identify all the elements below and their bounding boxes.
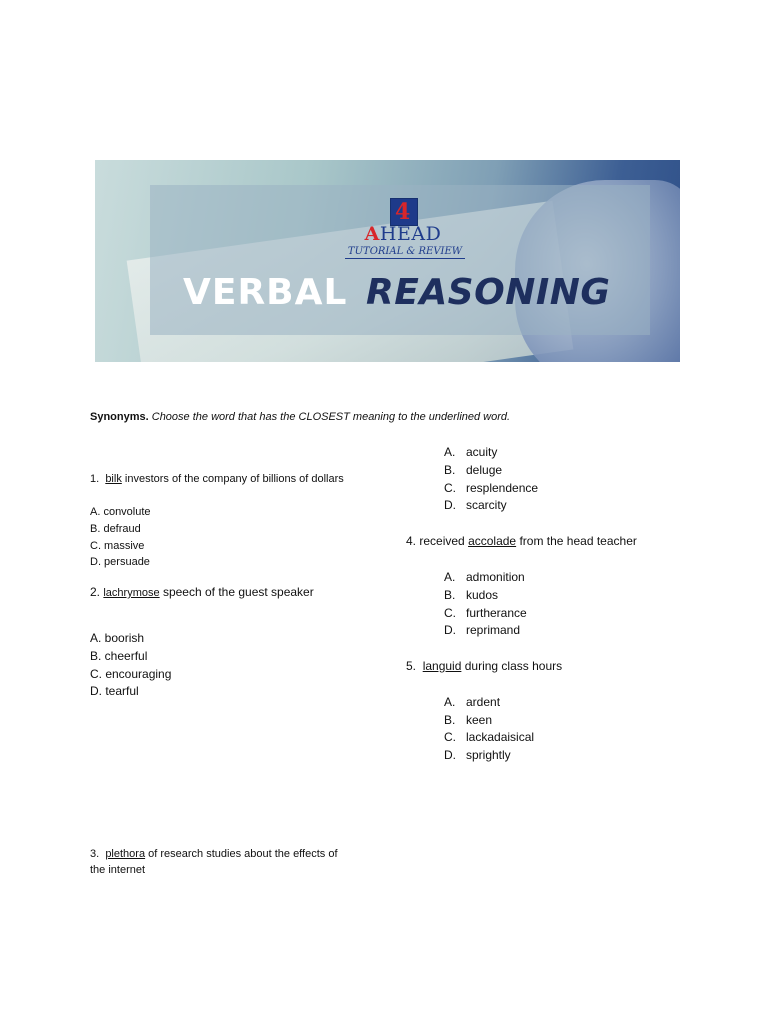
q2-option-a: A. boorish — [90, 631, 145, 645]
option-letter: A. — [444, 445, 456, 459]
option-letter: B. — [444, 588, 456, 602]
underlined-word: accolade — [468, 534, 517, 548]
option-text: deluge — [466, 463, 503, 477]
option-letter: D. — [444, 498, 456, 512]
question-number: 2. — [90, 585, 101, 599]
option-letter: D. — [444, 623, 456, 637]
q1-option-d: D. persuade — [90, 556, 150, 568]
q3-option-d — [444, 498, 507, 513]
logo-word-a: A — [364, 223, 380, 245]
option-text: kudos — [466, 588, 499, 602]
q1-option-b: B. defraud — [90, 523, 141, 535]
banner-title-verbal: VERBAL — [183, 272, 348, 313]
logo-glyph: 4 — [395, 199, 411, 225]
question-text: speech of the guest speaker — [162, 585, 314, 599]
ahead-logo-icon — [390, 198, 418, 226]
q2-option-d: D. tearful — [90, 684, 139, 698]
q5-option-b — [444, 713, 492, 728]
question-text: of research studies about the effects of — [148, 848, 338, 860]
option-text: reprimand — [466, 623, 521, 637]
question-number: 5. — [406, 659, 417, 673]
q4-option-d — [444, 623, 520, 638]
option-text: scarcity — [466, 498, 507, 512]
q5-option-c — [444, 730, 534, 745]
option-text: lackadaisical — [466, 730, 535, 744]
option-text: resplendence — [466, 481, 539, 495]
option-letter: C. — [444, 730, 456, 744]
option-letter: B. — [444, 713, 456, 727]
option-letter: A. — [444, 570, 456, 584]
question-5-stem — [406, 659, 562, 674]
q3-option-c — [444, 481, 538, 496]
q5-option-d — [444, 748, 511, 763]
q4-option-a — [444, 570, 525, 585]
q2-option-c: C. encouraging — [90, 667, 172, 681]
question-3-stem-cont: the internet — [90, 864, 146, 876]
underlined-word: languid — [422, 659, 462, 673]
q3-option-a — [444, 445, 497, 460]
question-3-stem — [90, 847, 338, 861]
q5-option-a — [444, 695, 500, 710]
question-prefix: received — [419, 534, 465, 548]
option-letter: D. — [444, 748, 456, 762]
instructions-text: Choose the word that has the CLOSEST meaning to the underlined word. — [151, 411, 511, 423]
question-1-stem — [90, 472, 344, 486]
option-text: admonition — [466, 570, 525, 584]
option-text: furtherance — [466, 606, 527, 620]
option-letter: C. — [444, 606, 456, 620]
option-letter: B. — [444, 463, 456, 477]
question-number: 4. — [406, 534, 417, 548]
q3-option-b — [444, 463, 502, 478]
logo-word-rest: HEAD — [379, 223, 442, 245]
q1-option-a: A. convolute — [90, 506, 151, 518]
instructions-heading: Synonyms. — [90, 411, 149, 423]
header-banner — [95, 160, 680, 362]
underlined-word: bilk — [105, 473, 122, 485]
question-number: 3. — [90, 848, 100, 860]
banner-title-reasoning: REASONING — [366, 272, 611, 313]
logo-subtitle: TUTORIAL & REVIEW — [345, 246, 465, 259]
option-text: ardent — [466, 695, 501, 709]
question-text: from the head teacher — [519, 534, 637, 548]
question-4-stem — [406, 534, 637, 549]
underlined-word: plethora — [105, 848, 146, 860]
option-letter: A. — [444, 695, 456, 709]
logo-wordmark — [363, 223, 443, 245]
option-text: acuity — [466, 445, 498, 459]
option-letter: C. — [444, 481, 456, 495]
option-text: keen — [466, 713, 493, 727]
instructions — [90, 410, 510, 424]
q4-option-c — [444, 606, 527, 621]
q2-option-b: B. cheerful — [90, 649, 148, 663]
question-2-stem — [90, 585, 314, 601]
q4-option-b — [444, 588, 498, 603]
q1-option-c: C. massive — [90, 540, 145, 552]
underlined-word: lachrymose — [103, 587, 160, 599]
question-number: 1. — [90, 473, 100, 485]
question-text: during class hours — [464, 659, 563, 673]
option-text: sprightly — [466, 748, 511, 762]
question-text: investors of the company of billions of dollars — [124, 473, 344, 485]
